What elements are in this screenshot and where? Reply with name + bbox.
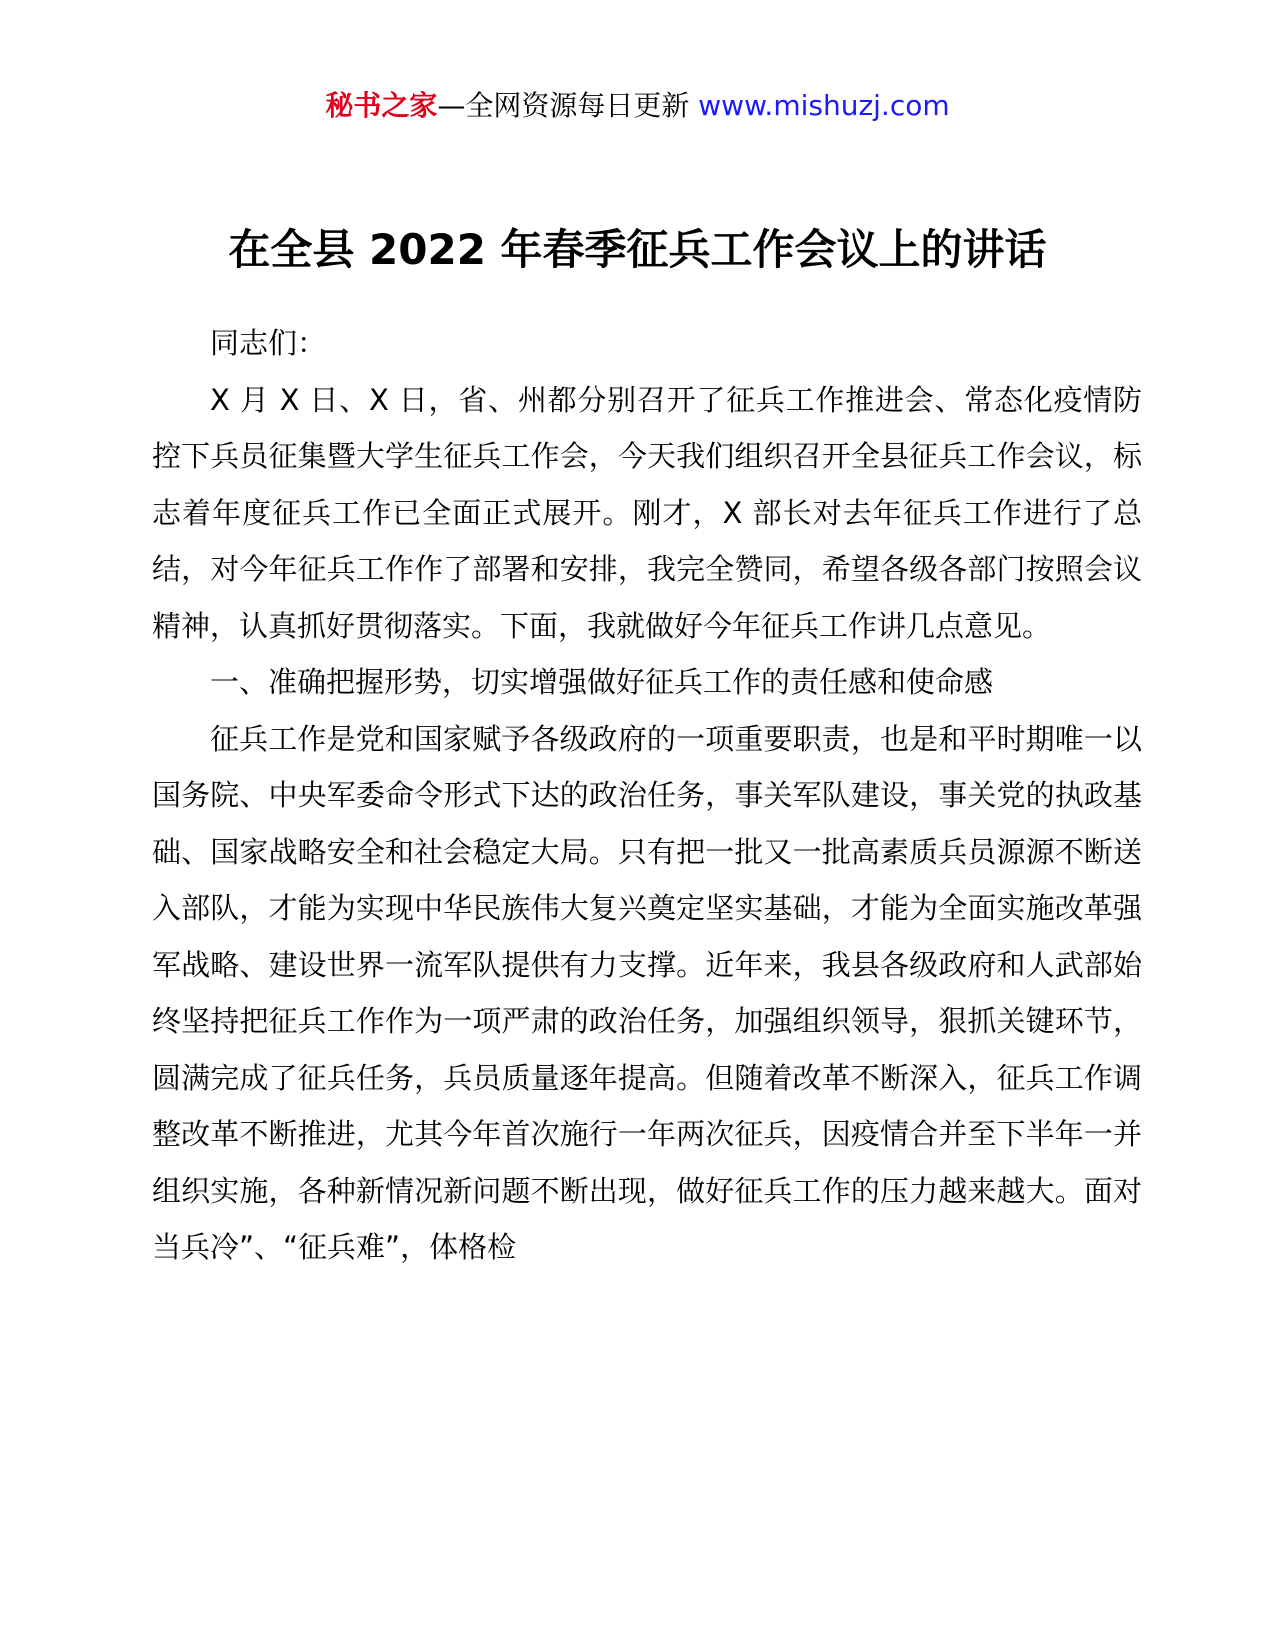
site-header <box>0 86 1275 126</box>
header-tagline: —全网资源每日更新 <box>437 89 699 122</box>
document-title: 在全县 2022 年春季征兵工作会议上的讲话 <box>228 225 1047 274</box>
site-url-link[interactable]: www.mishuzj.com <box>698 89 950 122</box>
paragraph: 征兵工作是党和国家赋予各级政府的一项重要职责，也是和平时期唯一以国务院、中央军委命令形式下达的政治任务，事关军队建设，事关党的执政基础、国家战略安全和社会稳定大局。只有把一批又一批高素质兵员源源不断送入部队，才能为实现中华民族伟大复兴奠定坚实基础，才能为全面实施改革强军战略、建设世界一流军队提供有力支撑。近年来，我县各级政府和人武部始终坚持把征兵工作作为一项严肃的政治任务，加强组织领导，狠抓关键环节，圆满完成了征兵任务，兵员质量逐年提高。但随着改革不断深入，征兵工作调整改革不断推进，尤其今年首次施行一年两次征兵，因疫情合并至下半年一并组织实施，各种新情况新问题不断出现，做好征兵工作的压力越来越大。面对当兵冷”、“征兵难”，体格检 <box>152 721 1142 1264</box>
brand-name: 秘书之家 <box>325 89 438 122</box>
document-body <box>152 315 1142 1276</box>
salutation: 同志们： <box>210 326 327 360</box>
paragraph: X 月 X 日、X 日，省、州都分别召开了征兵工作推进会、常态化疫情防控下兵员征集暨大学生征兵工作会，今天我们组织召开全县征兵工作会议，标志着年度征兵工作已全面正式展开。刚才，X 部长对去年征兵工作进行了总结，对今年征兵工作作了部署和安排，我完全赞同，希望各级各部门按照会议精神，认真抓好贯彻落实。下面，我就做好今年征兵工作讲几点意见。 <box>152 382 1142 643</box>
section-heading: 一、准确把握形势，切实增强做好征兵工作的责任感和使命感 <box>210 665 994 699</box>
